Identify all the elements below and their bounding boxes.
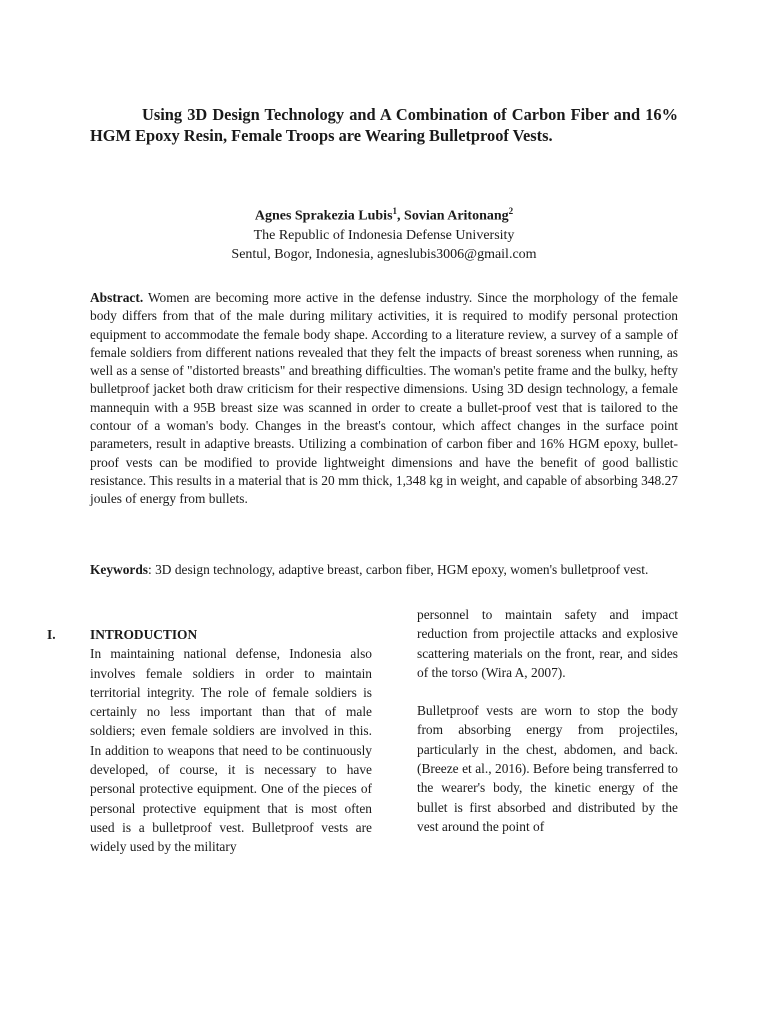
left-column — [47, 625, 372, 857]
author-names — [150, 202, 618, 226]
keywords — [90, 560, 678, 579]
author-block — [150, 202, 618, 264]
section-title: INTRODUCTION — [90, 627, 198, 642]
affiliation: The Republic of Indonesia Defense University — [253, 227, 515, 243]
author-1-affiliation-mark: 1 — [392, 206, 398, 216]
keywords-text: : 3D design technology, adaptive breast, carbon fiber, HGM epoxy, women's bulletproof vest. — [148, 562, 649, 577]
author-2: Sovian Aritonang — [404, 208, 509, 224]
intro-paragraph-1: In maintaining national defense, Indonesia also involves female soldiers in order to maintain territorial integrity. The role of female soldiers is certainly no less important than that of male soldiers; even female soldiers are involved in this. In addition to weapons that need to be continuously developed, of course, it is necessary to have personal protective equipment. One of the pieces of personal protective equipment that is most often used is a bulletproof vest. Bulletproof vests are widely used by the military — [90, 646, 372, 855]
author-2-affiliation-mark: 2 — [508, 206, 514, 216]
paper-title-text: Using 3D Design Technology and A Combination of Carbon Fiber and 16% HGM Epoxy Resin, Female Troops are Wearing Bulletproof Vests. — [90, 105, 678, 145]
section-heading — [47, 625, 372, 644]
abstract-label: Abstract. — [90, 290, 144, 305]
abstract-text: Women are becoming more active in the defense industry. Since the morphology of the female body differs from that of the male during military activities, it is required to modify personal protection equipment to accommodate the female body shape. According to a literature review, a survey of a sample of female soldiers from different nations revealed that they felt the impacts of breast soreness when running, as well as a sense of "distorted breasts" and breathing difficulties. The woman's petite frame and the bulky, hefty bulletproof jacket both draw criticism for their respective dimensions. Using 3D design technology, a female mannequin with a 95B breast size was scanned in order to create a bullet-proof vest that is tailored to the contour of a woman's body. Changes in the breast's contour, which affect changes in the surface point parameters, result in adaptive breasts. Utilizing a combination of carbon fiber and 16% HGM epoxy, bullet-proof vests can be modified to provide lightweight dimensions and have the benefit of good ballistic resistance. This results in a material that is 20 mm thick, 1,348 kg in weight, and capable of absorbing 348.27 joules of energy from bullets. — [90, 290, 678, 507]
intro-paragraph-2: personnel to maintain safety and impact reduction from projectile attacks and explosive scattering materials on the front, rear, and sides of the torso (Wira A, 2007). — [417, 607, 678, 680]
section-number: I. — [47, 627, 56, 642]
author-1: Agnes Sprakezia Lubis — [254, 208, 393, 224]
author-separator: , — [397, 208, 405, 224]
abstract — [90, 289, 678, 509]
right-column — [417, 605, 678, 836]
paper-title — [90, 104, 678, 146]
intro-paragraph-3: Bulletproof vests are worn to stop the body from absorbing energy from projectiles, particularly in the chest, abdomen, and back. (Breeze et al., 2016). Before being transferred to the wearer's body, the kinetic energy of the bullet is first absorbed and distributed by the vest around the point of — [417, 703, 678, 834]
keywords-label: Keywords — [90, 562, 149, 577]
address-email: Sentul, Bogor, Indonesia, agneslubis3006@gmail.com — [231, 246, 537, 262]
